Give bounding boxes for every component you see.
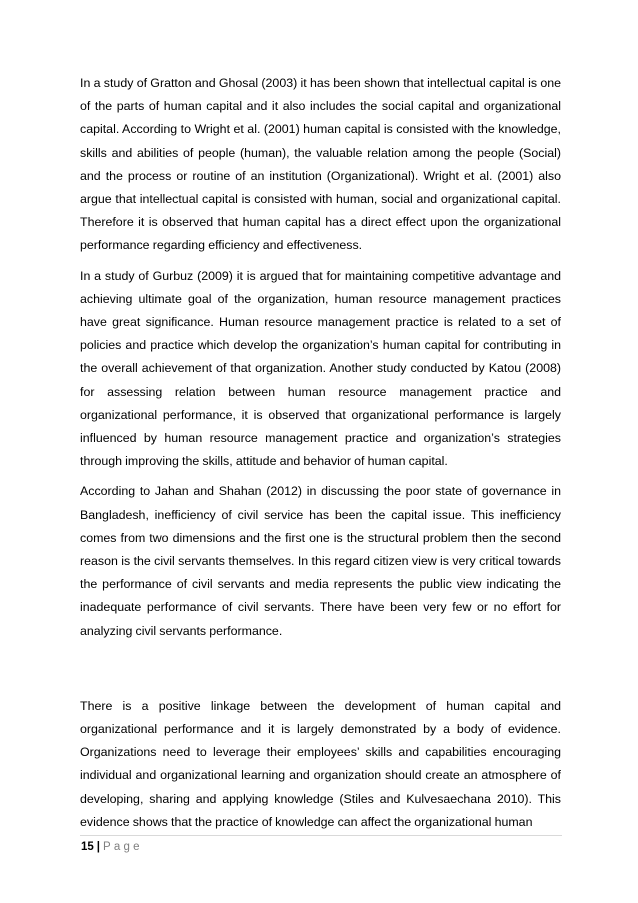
page-number: 15 [81, 841, 94, 853]
paragraph-human-capital-linkage: There is a positive linkage between the development of human capital and organizational performance and it is largely demonstrated by a body of evidence. Organizations need to leverage their employees’ skills and capabilities encouraging individual and organizational learning and organization should create an atmosphere of developing, sharing and applying knowledge (Stiles and Kulvesaechana 2010). This evidence shows that the practice of knowledge can affect the organizational human [80, 698, 561, 829]
paragraph-hrm-practices: In a study of Gurbuz (2009) it is argued that for maintaining competitive advantage and achieving ultimate goal of the organization, human resource management practices have great significance. Human resource management practice is related to a set of policies and practice which develop the organization’s human capital for contributing in the overall achievement of that organization. Another study conducted by Katou (2008) for assessing relation between human resource management practice and organizational performance, it is observed that organizational performance is largely influenced by human resource management practice and organization’s strategies through improving the skills, attitude and behavior of human capital. [80, 268, 561, 469]
paragraph-intellectual-capital: In a study of Gratton and Ghosal (2003) it has been shown that intellectual capital is one of the parts of human capital and it also includes the social capital and organizational capital. According to Wright et al. (2001) human capital is consisted with the knowledge, skills and abilities of people (human), the valuable relation among the people (Social) and the process or routine of an institution (Organizational). Wright et al. (2001) also argue that intellectual capital is consisted with human, social and organizational capital. Therefore it is observed that human capital has a direct effect upon the organizational performance regarding efficiency and effectiveness. [80, 76, 561, 253]
footer-separator: | [96, 841, 101, 853]
paragraph-civil-service: According to Jahan and Shahan (2012) in discussing the poor state of governance in Bangladesh, inefficiency of civil service has been the capital issue. This inefficiency comes from two dimensions and the first one is the structural problem then the second reason is the civil servants themselves. In this regard citizen view is very critical towards the performance of civil servants and media represents the public view indicating the inadequate performance of civil servants. There have been very few or no effort for analyzing civil servants performance. [80, 484, 561, 638]
body-text [80, 72, 561, 834]
page-footer [81, 840, 143, 854]
page-label: Page [103, 841, 143, 853]
footer-divider [80, 835, 562, 836]
